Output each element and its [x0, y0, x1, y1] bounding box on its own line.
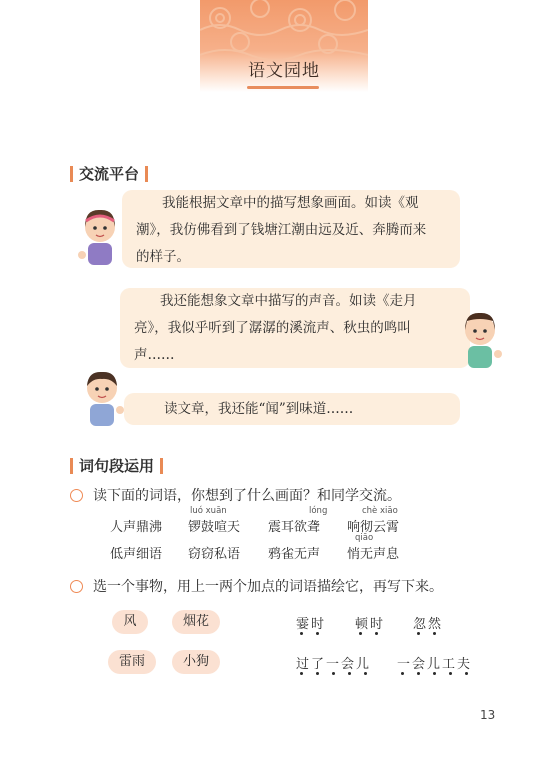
speech-bubble-1 [122, 190, 460, 268]
exercise-marker-icon [70, 580, 83, 593]
title-underline [247, 86, 319, 89]
vocab-word: 人声鼎沸 [110, 520, 163, 535]
emphasis-dots [300, 672, 367, 675]
pinyin: chè xiāo [362, 506, 398, 516]
boy-avatar-icon [78, 366, 126, 428]
section-heading-exchange [70, 163, 148, 184]
emphasis-dots [417, 632, 436, 635]
speech-bubble-2 [120, 288, 470, 368]
pinyin: lóng [309, 506, 328, 516]
heading-bar-left [70, 458, 73, 474]
bubble-line: 我还能想象文章中描写的声音。如读《走月 [160, 293, 417, 309]
heading-bar-left [70, 166, 73, 182]
emphasis-dots [300, 632, 319, 635]
dotted-word: 忽然 [413, 617, 444, 632]
vocab-word: 窃窃私语 [188, 547, 241, 562]
dotted-word: 霎时 [296, 617, 327, 632]
topic-tag: 烟花 [172, 610, 220, 634]
page-number: 13 [480, 708, 496, 722]
bubble-line: 我能根据文章中的描写想象画面。如读《观 [162, 195, 419, 211]
heading-bar-right [160, 458, 163, 474]
vocab-word: 低声细语 [110, 547, 163, 562]
vocab-word: 悄无声息 [347, 547, 400, 562]
girl-avatar-icon [76, 205, 124, 267]
emphasis-dots [359, 632, 378, 635]
vocab-word: 鸦雀无声 [268, 547, 321, 562]
section-title: 交流平台 [79, 165, 140, 183]
exercise-2-prompt: 选一个事物，用上一两个加点的词语描绘它，再写下来。 [93, 579, 443, 595]
page-title: 语文园地 [248, 61, 320, 81]
vocab-word: 震耳欲聋 [268, 520, 321, 535]
pinyin: luó xuān [190, 506, 227, 516]
bubble-line: 潮》，我仿佛看到了钱塘江潮由远及近、奔腾而来 [136, 222, 427, 238]
dotted-word: 过了一会儿 [296, 657, 372, 672]
header-banner [200, 0, 368, 92]
exercise-marker-icon [70, 489, 83, 502]
bubble-line: 读文章，我还能“闻”到味道…… [164, 401, 354, 417]
dotted-word: 顿时 [355, 617, 386, 632]
topic-tag: 风 [112, 610, 148, 634]
heading-bar-right [145, 166, 148, 182]
topic-tag: 雷雨 [108, 650, 156, 674]
bubble-line: 声…… [134, 347, 175, 363]
bubble-line: 的样子。 [136, 249, 190, 265]
vocab-word: 响彻云霄 [347, 520, 400, 535]
bubble-line: 亮》，我似乎听到了潺潺的溪流声、秋虫的鸣叫 [134, 320, 411, 336]
emphasis-dots [401, 672, 468, 675]
vocab-word: 锣鼓喧天 [188, 520, 241, 535]
speech-bubble-3 [124, 393, 460, 425]
girl-avatar-icon [456, 308, 504, 370]
exercise-1-prompt: 读下面的词语，你想到了什么画面？和同学交流。 [93, 488, 401, 504]
pinyin: qiāo [355, 533, 374, 543]
dotted-word: 一会儿工夫 [397, 657, 473, 672]
topic-tag: 小狗 [172, 650, 220, 674]
section-heading-words [70, 455, 163, 476]
section-title: 词句段运用 [79, 457, 155, 475]
